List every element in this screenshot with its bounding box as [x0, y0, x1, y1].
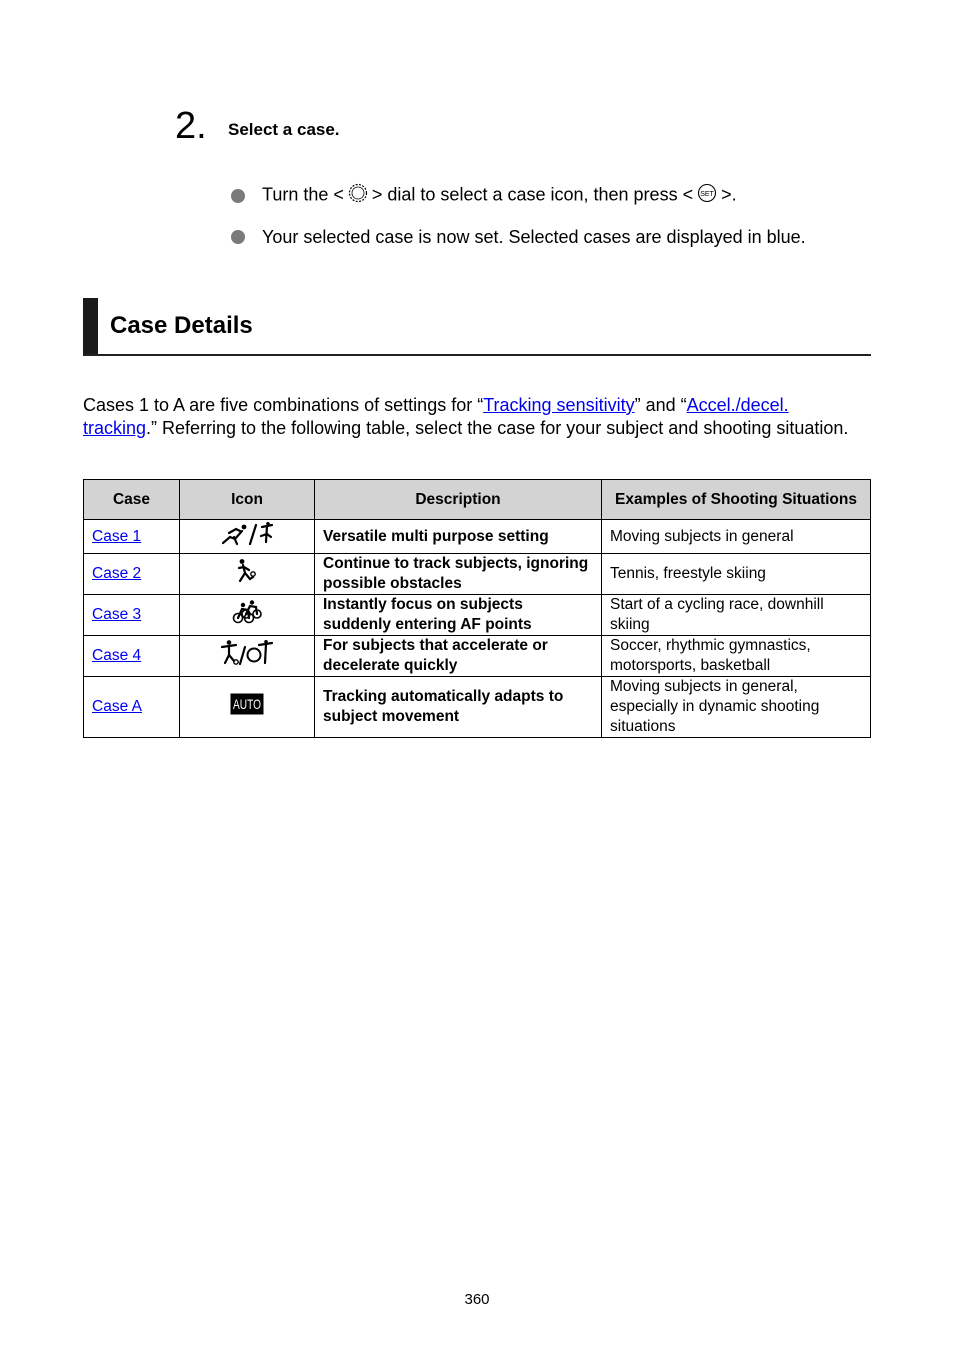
description-cell: Versatile multi purpose setting [315, 520, 602, 554]
case-cell [84, 520, 180, 554]
case-cell [84, 636, 180, 677]
intro-paragraph: Cases 1 to A are five combinations of settings for “Tracking sensitivity” and “Accel./decel. tracking.” Referring to the following table, select the case for your subject and shooting situation. [83, 395, 849, 438]
examples-cell: Soccer, rhythmic gymnastics, motorsports, basketball [602, 636, 871, 677]
bullet-dot [231, 230, 245, 244]
icon-cell [180, 677, 315, 738]
description-cell: Continue to track subjects, ignoring possible obstacles [315, 554, 602, 595]
bullet-text: Turn the < > dial to select a case icon, then press < SET >. [262, 183, 737, 208]
accel-decel-tracking-link[interactable]: Accel./decel. tracking [83, 395, 789, 438]
tennis-player-icon [235, 558, 259, 584]
table-row [84, 636, 871, 677]
table-header-row [84, 480, 871, 520]
table-row [84, 554, 871, 595]
case-table [83, 479, 871, 738]
step-title: Select a case. [228, 120, 340, 139]
case-cell [84, 677, 180, 738]
section-title: Case Details [110, 312, 253, 339]
case-a-link[interactable]: Case A [92, 698, 142, 715]
set-button-icon [697, 183, 717, 208]
heading-bar [83, 298, 98, 354]
section-heading [83, 298, 871, 356]
icon-cell [180, 595, 315, 636]
cyclists-icon [232, 600, 262, 624]
case-1-link[interactable]: Case 1 [92, 527, 142, 545]
auto-icon-label: AUTO [233, 696, 262, 712]
bullet-text: Your selected case is now set. Selected cases are displayed in blue. [262, 227, 806, 247]
description-cell: For subjects that accelerate or decelerate quickly [315, 636, 602, 677]
step-number: 2. [175, 105, 207, 147]
runner-skater-icon [220, 522, 274, 546]
case-2-link[interactable]: Case 2 [92, 565, 142, 582]
header-examples: Examples of Shooting Situations [602, 480, 871, 520]
table-row [84, 677, 871, 738]
svg-text:SET: SET [700, 190, 714, 198]
table-row [84, 595, 871, 636]
icon-cell [180, 554, 315, 595]
case-cell [84, 595, 180, 636]
bullet-item [231, 226, 806, 248]
case-cell [84, 554, 180, 595]
header-icon: Icon [180, 480, 315, 520]
examples-cell: Start of a cycling race, downhill skiing [602, 595, 871, 636]
description-cell: Instantly focus on subjects suddenly entering AF points [315, 595, 602, 636]
icon-cell [180, 636, 315, 677]
examples-cell: Moving subjects in general [602, 520, 871, 554]
examples-cell: Moving subjects in general, especially in dynamic shooting situations [602, 677, 871, 738]
quick-control-dial-icon [348, 183, 368, 208]
page-number: 360 [464, 1291, 490, 1308]
tracking-sensitivity-link[interactable]: Tracking sensitivity [483, 395, 635, 415]
examples-cell: Tennis, freestyle skiing [602, 554, 871, 595]
auto-icon [230, 693, 264, 715]
description-cell: Tracking automatically adapts to subject movement [315, 677, 602, 738]
case-4-link[interactable]: Case 4 [92, 647, 142, 664]
bullet-item [231, 183, 737, 208]
icon-cell [180, 520, 315, 554]
bullet-dot [231, 189, 245, 203]
case-3-link[interactable]: Case 3 [92, 606, 142, 623]
table-row [84, 520, 871, 554]
header-description: Description [315, 480, 602, 520]
soccer-gymnast-icon [220, 640, 274, 666]
header-case: Case [84, 480, 180, 520]
